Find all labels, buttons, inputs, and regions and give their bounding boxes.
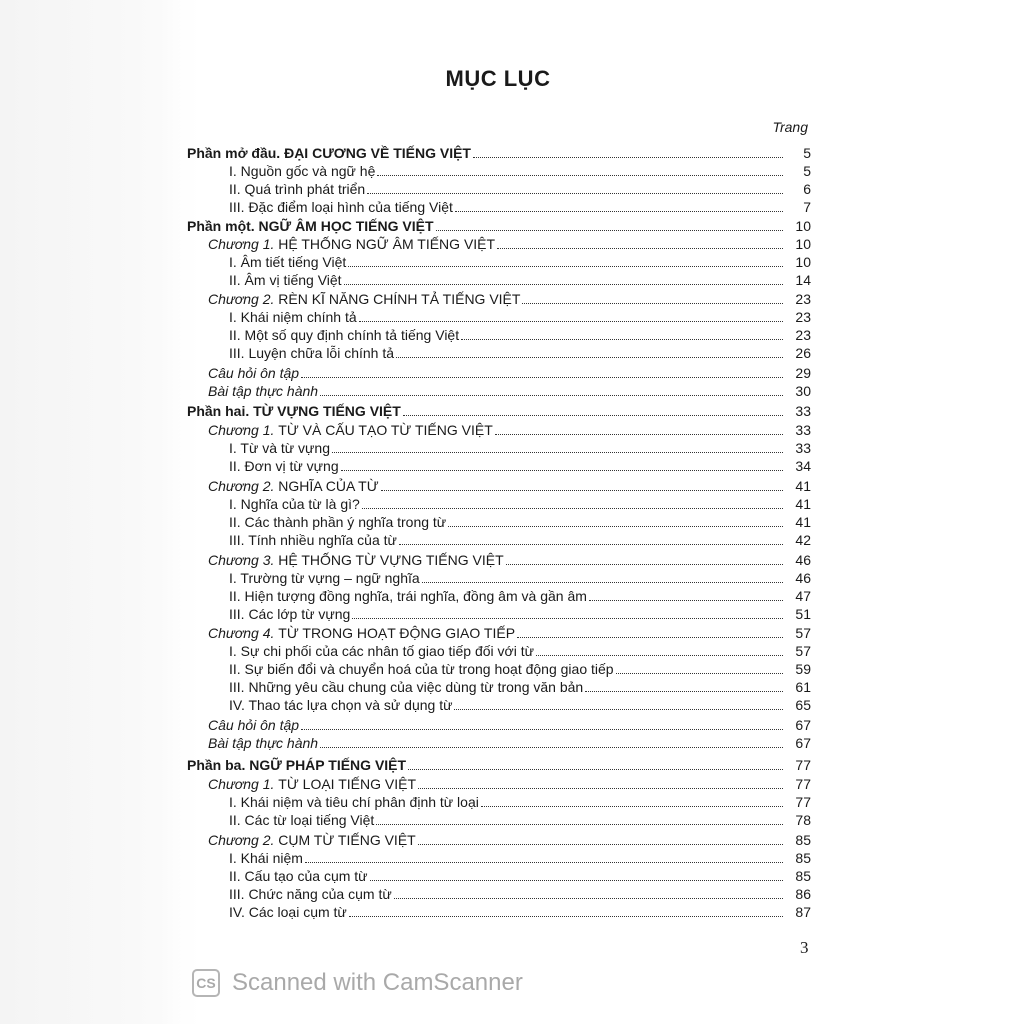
toc-entry	[229, 792, 811, 812]
toc-entry	[208, 774, 811, 794]
toc-entry-title: II. Đơn vị từ vựng	[229, 458, 339, 474]
toc-entry	[229, 343, 811, 363]
chapter-label: Chương 1.	[208, 236, 275, 252]
toc-entry-title: III. Tính nhiều nghĩa của từ	[229, 532, 397, 548]
toc-entry	[229, 252, 811, 272]
dot-leader	[352, 618, 783, 619]
toc-entry	[229, 197, 811, 217]
toc-entry-page: 67	[795, 717, 811, 733]
toc-entry	[208, 715, 811, 735]
toc-entry-page: 42	[795, 532, 811, 548]
toc-entry	[229, 568, 811, 588]
toc-entry-page: 7	[803, 199, 811, 215]
toc-entry-title	[208, 774, 418, 794]
toc-entry-title: II. Sự biến đổi và chuyển hoá của từ trong hoạt động giao tiếp	[229, 661, 614, 677]
dot-leader	[517, 637, 783, 638]
toc-entry	[208, 234, 811, 254]
toc-entry-title: II. Hiện tượng đồng nghĩa, trái nghĩa, đồng âm và gần âm	[229, 588, 587, 604]
dot-leader	[367, 193, 783, 194]
toc-entry-page: 41	[795, 478, 811, 494]
toc-entry-page: 41	[795, 496, 811, 512]
toc-entry	[208, 420, 811, 440]
dot-leader	[301, 729, 783, 730]
toc-entry-title	[208, 234, 497, 254]
chapter-label: Chương 2.	[208, 478, 275, 494]
dot-leader	[376, 824, 783, 825]
toc-entry-page: 23	[795, 309, 811, 325]
toc-entry-title	[208, 289, 522, 309]
dot-leader	[473, 157, 783, 158]
toc-entry	[208, 830, 811, 850]
toc-entry-page: 33	[795, 403, 811, 419]
toc-entry-title	[208, 550, 506, 570]
toc-entry-title	[208, 623, 517, 643]
toc-entry-page: 46	[795, 570, 811, 586]
toc-entry-title: Bài tập thực hành	[208, 735, 319, 751]
dot-leader	[320, 395, 783, 396]
toc-entry-page: 34	[795, 458, 811, 474]
dot-leader	[348, 266, 783, 267]
toc-entry	[229, 438, 811, 458]
toc-entry-title: II. Các từ loại tiếng Việt	[229, 812, 375, 828]
toc-entry-title: II. Cấu tạo của cụm từ	[229, 868, 368, 884]
toc-entry	[208, 381, 811, 401]
dot-leader	[585, 691, 783, 692]
toc-entry-title: I. Âm tiết tiếng Việt	[229, 254, 347, 270]
toc-entry-title	[208, 420, 495, 440]
toc-entry-page: 57	[795, 625, 811, 641]
toc-entry-page: 47	[795, 588, 811, 604]
toc-entry-title: IV. Thao tác lựa chọn và sử dụng từ	[229, 697, 453, 713]
toc-entry-page: 86	[795, 886, 811, 902]
toc-entry-page: 14	[795, 272, 811, 288]
dot-leader	[616, 673, 783, 674]
toc-entry-page: 65	[795, 697, 811, 713]
dot-leader	[454, 709, 783, 710]
toc-entry-title: III. Những yêu cầu chung của việc dùng từ trong văn bản	[229, 679, 584, 695]
toc-entry	[208, 289, 811, 309]
toc-entry	[229, 659, 811, 679]
toc-entry-page: 5	[803, 145, 811, 161]
toc-entry	[208, 733, 811, 753]
dot-leader	[418, 844, 783, 845]
chapter-title: HỆ THỐNG NGỮ ÂM TIẾNG VIỆT	[278, 236, 496, 252]
toc-entry-title: I. Nghĩa của từ là gì?	[229, 496, 360, 512]
toc-entry	[229, 325, 811, 345]
toc-entry	[229, 902, 811, 922]
toc-entry-title: I. Từ và từ vựng	[229, 440, 331, 456]
dot-leader	[320, 747, 783, 748]
toc-entry-page: 77	[795, 776, 811, 792]
toc-entry	[187, 216, 811, 236]
dot-leader	[506, 564, 783, 565]
toc-entry	[229, 494, 811, 514]
toc-entry-page: 78	[795, 812, 811, 828]
toc-entry	[229, 604, 811, 624]
toc-entry-title: Phần hai. TỪ VỰNG TIẾNG VIỆT	[187, 403, 401, 419]
toc-entry	[208, 363, 811, 383]
toc-entry	[229, 677, 811, 697]
toc-entry-title: II. Các thành phần ý nghĩa trong từ	[229, 514, 447, 530]
dot-leader	[341, 470, 783, 471]
toc-entry-page: 85	[795, 868, 811, 884]
chapter-title: TỪ LOẠI TIẾNG VIỆT	[278, 776, 416, 792]
toc-entry-page: 10	[795, 254, 811, 270]
toc-entry-title: Phần một. NGỮ ÂM HỌC TIẾNG VIỆT	[187, 218, 434, 234]
toc-entry-title: Câu hỏi ôn tập	[208, 717, 300, 733]
toc-entry-page: 23	[795, 291, 811, 307]
toc-entry-title	[208, 830, 418, 850]
chapter-label: Chương 1.	[208, 776, 275, 792]
dot-leader	[436, 230, 783, 231]
toc-entry-title: I. Nguồn gốc và ngữ hệ	[229, 163, 376, 179]
toc-entry	[229, 161, 811, 181]
dot-leader	[408, 769, 783, 770]
toc-entry-title: I. Sự chi phối của các nhân tố giao tiếp đối với từ	[229, 643, 534, 659]
toc-entry-page: 85	[795, 832, 811, 848]
dot-leader	[461, 339, 783, 340]
chapter-label: Chương 4.	[208, 625, 275, 641]
toc-entry-page: 30	[795, 383, 811, 399]
dot-leader	[495, 434, 783, 435]
dot-leader	[359, 321, 783, 322]
toc-entry-title: I. Khái niệm chính tả	[229, 309, 357, 325]
page-title: MỤC LỤC	[445, 66, 551, 91]
toc-entry-title: I. Khái niệm và tiêu chí phân định từ loại	[229, 794, 479, 810]
dot-leader	[455, 211, 783, 212]
chapter-label: Chương 3.	[208, 552, 275, 568]
toc-entry	[208, 476, 811, 496]
dot-leader	[377, 175, 783, 176]
dot-leader	[305, 862, 783, 863]
toc-entry-title: I. Khái niệm	[229, 850, 303, 866]
dot-leader	[394, 898, 783, 899]
chapter-title: TỪ TRONG HOẠT ĐỘNG GIAO TIẾP	[278, 625, 516, 641]
dot-leader	[381, 490, 783, 491]
watermark-text: Scanned with CamScanner	[232, 969, 523, 996]
toc-entry-page: 33	[795, 440, 811, 456]
dot-leader	[422, 582, 783, 583]
dot-leader	[522, 303, 783, 304]
page-column-label: Trang	[772, 119, 808, 135]
toc-entry	[229, 530, 811, 550]
chapter-title: TỪ VÀ CẤU TẠO TỪ TIẾNG VIỆT	[278, 422, 493, 438]
toc-entry-title: II. Âm vị tiếng Việt	[229, 272, 342, 288]
toc-entry	[229, 307, 811, 327]
toc-entry	[229, 810, 811, 830]
dot-leader	[301, 377, 783, 378]
page-number: 3	[800, 938, 809, 957]
toc-entry	[229, 884, 811, 904]
toc-entry	[229, 586, 811, 606]
chapter-title: HỆ THỐNG TỪ VỰNG TIẾNG VIỆT	[278, 552, 504, 568]
dot-leader	[344, 284, 783, 285]
dot-leader	[332, 452, 783, 453]
dot-leader	[481, 806, 783, 807]
toc-entry-title	[208, 476, 381, 496]
toc-entry-page: 85	[795, 850, 811, 866]
toc-entry-page: 51	[795, 606, 811, 622]
toc-entry-page: 46	[795, 552, 811, 568]
toc-entry	[229, 695, 811, 715]
toc-entry-title: Bài tập thực hành	[208, 383, 319, 399]
toc-entry	[187, 401, 811, 421]
toc-entry	[229, 848, 811, 868]
toc-entry-title: Phần mở đầu. ĐẠI CƯƠNG VỀ TIẾNG VIỆT	[187, 145, 471, 161]
dot-leader	[362, 508, 783, 509]
dot-leader	[589, 600, 783, 601]
toc-entry	[229, 866, 811, 886]
toc-entry-title: IV. Các loại cụm từ	[229, 904, 347, 920]
dot-leader	[497, 248, 783, 249]
toc-entry-page: 57	[795, 643, 811, 659]
toc-entry-page: 67	[795, 735, 811, 751]
dot-leader	[370, 880, 783, 881]
toc-entry	[208, 550, 811, 570]
dot-leader	[349, 916, 783, 917]
dot-leader	[536, 655, 783, 656]
toc-entry	[187, 755, 811, 775]
toc-entry-title: I. Trường từ vựng – ngữ nghĩa	[229, 570, 420, 586]
toc-entry	[229, 641, 811, 661]
chapter-title: NGHĨA CỦA TỪ	[278, 478, 379, 494]
camscanner-watermark	[192, 966, 523, 1000]
toc-entry-title: III. Luyện chữa lỗi chính tả	[229, 345, 395, 361]
toc-entry-page: 61	[795, 679, 811, 695]
toc-entry-page: 23	[795, 327, 811, 343]
toc-entry	[229, 179, 811, 199]
chapter-title: CỤM TỪ TIẾNG VIỆT	[278, 832, 416, 848]
toc-entry-title: Câu hỏi ôn tập	[208, 365, 300, 381]
toc-entry-page: 10	[795, 236, 811, 252]
toc-entry-page: 77	[795, 757, 811, 773]
camscanner-logo-icon: CS	[192, 969, 220, 997]
toc-entry-title: II. Một số quy định chính tả tiếng Việt	[229, 327, 460, 343]
toc-entry-page: 41	[795, 514, 811, 530]
toc-entry	[229, 512, 811, 532]
toc-entry	[208, 623, 811, 643]
chapter-label: Chương 1.	[208, 422, 275, 438]
toc-entry-page: 29	[795, 365, 811, 381]
toc-entry-page: 6	[803, 181, 811, 197]
dot-leader	[399, 544, 783, 545]
toc-entry	[229, 456, 811, 476]
toc-entry-page: 26	[795, 345, 811, 361]
toc-entry-title: II. Quá trình phát triển	[229, 181, 366, 197]
toc-entry-page: 59	[795, 661, 811, 677]
chapter-title: RÈN KĨ NĂNG CHÍNH TẢ TIẾNG VIỆT	[278, 291, 521, 307]
dot-leader	[396, 357, 783, 358]
toc-entry-title: III. Chức năng của cụm từ	[229, 886, 392, 902]
dot-leader	[403, 415, 783, 416]
chapter-label: Chương 2.	[208, 291, 275, 307]
toc-entry-title: III. Đặc điểm loại hình của tiếng Việt	[229, 199, 453, 215]
toc-entry-page: 77	[795, 794, 811, 810]
toc-entry-title: III. Các lớp từ vựng	[229, 606, 351, 622]
toc-entry	[187, 143, 811, 163]
toc-entry-page: 5	[803, 163, 811, 179]
dot-leader	[418, 788, 783, 789]
toc-entry-title: Phần ba. NGỮ PHÁP TIẾNG VIỆT	[187, 757, 407, 773]
dot-leader	[448, 526, 783, 527]
chapter-label: Chương 2.	[208, 832, 275, 848]
toc-entry-page: 33	[795, 422, 811, 438]
toc-entry	[229, 270, 811, 290]
toc-entry-page: 87	[795, 904, 811, 920]
toc-entry-page: 10	[795, 218, 811, 234]
